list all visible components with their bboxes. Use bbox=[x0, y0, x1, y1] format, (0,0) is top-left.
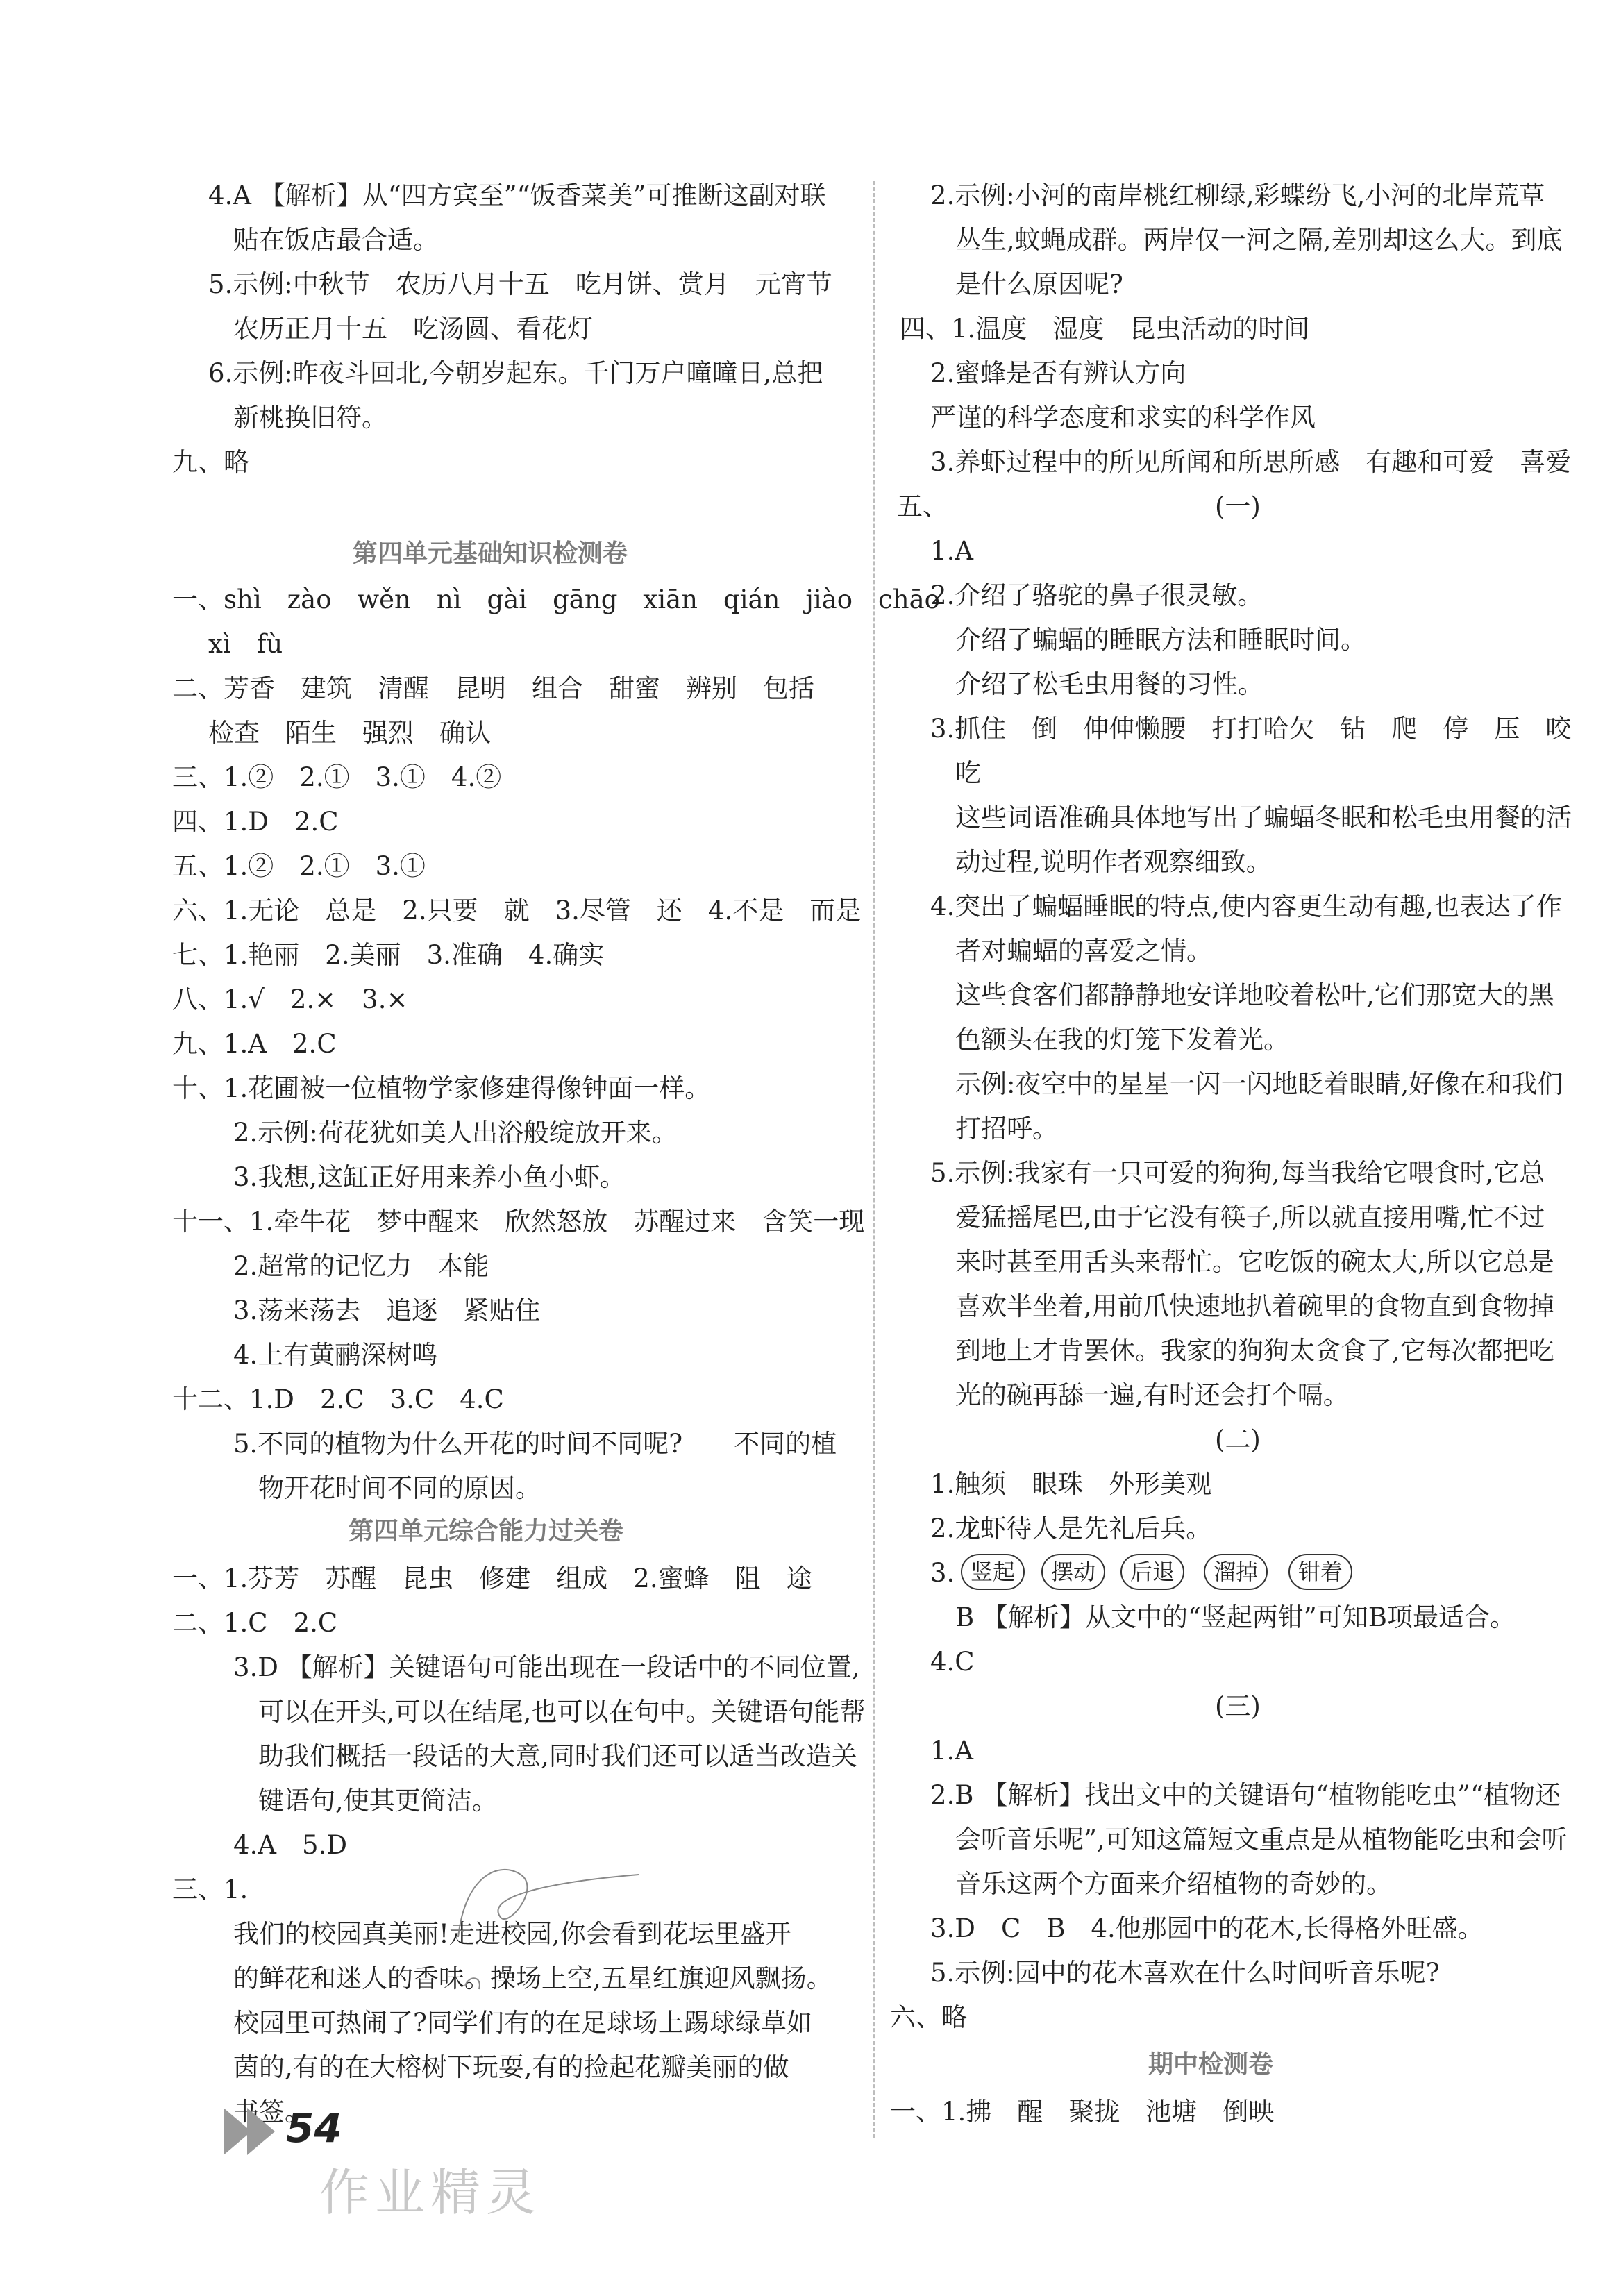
text-line: xì fù bbox=[208, 629, 283, 659]
section-title: 第四单元基础知识检测卷 bbox=[353, 539, 628, 568]
text-line: 2.介绍了骆驼的鼻子很灵敏。 bbox=[930, 580, 1263, 610]
text-line: 贴在饭店最合适。 bbox=[233, 225, 439, 255]
text-line: 2.蜜蜂是否有辨认方向 bbox=[930, 358, 1186, 388]
text-line: 1.触须 眼珠 外形美观 bbox=[930, 1469, 1212, 1499]
text-line: 五、1.② 2.① 3.① bbox=[172, 851, 426, 881]
text-line: 丛生,蚊蝇成群。两岸仅一河之隔,差别却这么大。到底 bbox=[955, 225, 1563, 255]
text-line: 我们的校园真美丽!走进校园,你会看到花坛里盛开 bbox=[233, 1919, 791, 1949]
text-line: 爱猛摇尾巴,由于它没有筷子,所以就直接用嘴,忙不过 bbox=[955, 1203, 1545, 1232]
text-line: 一、shì zào wěn nì gài gāng xiān qián jiào chāo bbox=[172, 585, 940, 614]
text-line: 喜欢半坐着,用前爪快速地扒着碗里的食物直到食物掉 bbox=[955, 1291, 1554, 1321]
section-title: 第四单元综合能力过关卷 bbox=[349, 1517, 624, 1545]
text-line: 七、1.艳丽 2.美丽 3.准确 4.确实 bbox=[172, 940, 605, 970]
text-line: 是什么原因呢? bbox=[955, 269, 1123, 299]
text-line: 这些词语准确具体地写出了蝙蝠冬眠和松毛虫用餐的活 bbox=[955, 803, 1572, 832]
circled-word: 竖起 bbox=[961, 1554, 1025, 1590]
text-line: 来时甚至用舌头来帮忙。它吃饭的碗太大,所以它总是 bbox=[955, 1247, 1554, 1277]
text-line: 5.示例:我家有一只可爱的狗狗,每当我给它喂食时,它总 bbox=[930, 1158, 1545, 1188]
text-line: 二、1.C 2.C bbox=[172, 1608, 338, 1638]
text-line: 打招呼。 bbox=[955, 1114, 1058, 1143]
text-line: 2.超常的记忆力 本能 bbox=[233, 1251, 489, 1281]
text-line: 九、1.A 2.C bbox=[172, 1029, 337, 1059]
text-line: B 【解析】从文中的“竖起两钳”可知B项最适合。 bbox=[955, 1602, 1516, 1632]
text-line: 3.荡来荡去 追逐 紧贴住 bbox=[233, 1296, 541, 1325]
text-line: 书签。 bbox=[233, 2097, 310, 2127]
text-line: 茵的,有的在大榕树下玩耍,有的捡起花瓣美丽的做 bbox=[233, 2052, 789, 2082]
circled-word: 溜掉 bbox=[1204, 1554, 1268, 1590]
text-line: 4.A 【解析】从“四方宾至”“饭香菜美”可推断这副对联 bbox=[208, 181, 826, 210]
text-line: 这些食客们都静静地安详地咬着松叶,它们那宽大的黑 bbox=[955, 980, 1554, 1010]
text-line: 可以在开头,可以在结尾,也可以在句中。关键语句能帮 bbox=[258, 1697, 866, 1727]
text-line: 1.A bbox=[930, 536, 974, 566]
text-line: 5.示例:园中的花木喜欢在什么时间听音乐呢? bbox=[930, 1958, 1440, 1988]
text-line: 3. bbox=[930, 1558, 955, 1588]
text-line: 示例:夜空中的星星一闪一闪地眨着眼睛,好像在和我们 bbox=[955, 1069, 1563, 1099]
text-line: 2.示例:荷花犹如美人出浴般绽放开来。 bbox=[233, 1118, 678, 1148]
text-line: 四、1.温度 湿度 昆虫活动的时间 bbox=[900, 314, 1310, 344]
column-divider bbox=[873, 181, 875, 2138]
text-line: 音乐这两个方面来介绍植物的奇妙的。 bbox=[955, 1869, 1392, 1899]
text-line: 新桃换旧符。 bbox=[233, 403, 387, 433]
text-line: 一、1.芬芳 苏醒 昆虫 修建 组成 2.蜜蜂 阻 途 bbox=[172, 1564, 812, 1593]
circled-word: 钳着 bbox=[1288, 1554, 1352, 1590]
text-line: 3.D 【解析】关键语句可能出现在一段话中的不同位置, bbox=[233, 1652, 860, 1682]
text-line: 1.A bbox=[930, 1736, 974, 1766]
text-line: 三、1.② 2.① 3.① 4.② bbox=[172, 762, 502, 792]
circled-word: 摆动 bbox=[1041, 1554, 1105, 1590]
text-line: 的鲜花和迷人的香味。操场上空,五星红旗迎风飘扬。 bbox=[233, 1963, 832, 1993]
subsection-label: (一) bbox=[1215, 492, 1261, 521]
text-line: 十一、1.牵牛花 梦中醒来 欣然怒放 苏醒过来 含笑一现 bbox=[172, 1207, 865, 1237]
text-line: 6.示例:昨夜斗回北,今朝岁起东。千门万户曈曈日,总把 bbox=[208, 358, 823, 388]
text-line: 九、略 bbox=[172, 447, 249, 477]
text-line: 色额头在我的灯笼下发着光。 bbox=[955, 1025, 1289, 1055]
text-line: 三、1. bbox=[172, 1875, 249, 1904]
text-line: 六、略 bbox=[890, 2002, 967, 2032]
circled-word: 后退 bbox=[1120, 1554, 1184, 1590]
text-line: 2.示例:小河的南岸桃红柳绿,彩蝶纷飞,小河的北岸荒草 bbox=[930, 181, 1545, 210]
text-line: 3.抓住 倒 伸伸懒腰 打打哈欠 钻 爬 停 压 咬 bbox=[930, 714, 1572, 744]
text-line: 光的碗再舔一遍,有时还会打个嗝。 bbox=[955, 1380, 1349, 1410]
text-line: 4.A 5.D bbox=[233, 1830, 347, 1860]
text-line: 3.养虾过程中的所见所闻和所思所感 有趣和可爱 喜爱 bbox=[930, 447, 1572, 477]
text-line: 介绍了蝙蝠的睡眠方法和睡眠时间。 bbox=[955, 625, 1366, 655]
watermark: 作业精灵 bbox=[319, 2163, 542, 2222]
text-line: 介绍了松毛虫用餐的习性。 bbox=[955, 669, 1263, 699]
text-line: 二、芳香 建筑 清醒 昆明 组合 甜蜜 辨别 包括 bbox=[172, 673, 814, 703]
text-line: 到地上才肯罢休。我家的狗狗太贪食了,它每次都把吃 bbox=[955, 1336, 1554, 1366]
text-line: 5.示例:中秋节 农历八月十五 吃月饼、赏月 元宵节 bbox=[208, 269, 832, 299]
text-line: 吃 bbox=[955, 758, 981, 788]
text-line: 十二、1.D 2.C 3.C 4.C bbox=[172, 1384, 504, 1414]
text-line: 会听音乐呢”,可知这篇短文重点是从植物能吃虫和会听 bbox=[955, 1825, 1568, 1854]
text-line: 4.突出了蝙蝠睡眠的特点,使内容更生动有趣,也表达了作 bbox=[930, 891, 1562, 921]
text-line: 者对蝙蝠的喜爱之情。 bbox=[955, 936, 1212, 966]
text-line: 2.B 【解析】找出文中的关键语句“植物能吃虫”“植物还 bbox=[930, 1780, 1561, 1810]
text-line: 4.C bbox=[930, 1647, 975, 1677]
text-line: 2.龙虾待人是先礼后兵。 bbox=[930, 1514, 1212, 1543]
subsection-label: (三) bbox=[1215, 1691, 1261, 1721]
text-line: 3.D C B 4.他那园中的花木,长得格外旺盛。 bbox=[930, 1913, 1484, 1943]
text-line: 五、 bbox=[897, 492, 948, 521]
subsection-label: (二) bbox=[1215, 1425, 1261, 1455]
text-line: 四、1.D 2.C bbox=[172, 807, 339, 837]
text-line: 3.我想,这缸正好用来养小鱼小虾。 bbox=[233, 1162, 626, 1192]
text-line: 物开花时间不同的原因。 bbox=[258, 1473, 541, 1503]
text-line: 严谨的科学态度和求实的科学作风 bbox=[930, 403, 1316, 433]
page-arrow-icon bbox=[247, 2108, 275, 2155]
text-line: 一、1.拂 醒 聚拢 池塘 倒映 bbox=[890, 2097, 1275, 2127]
text-line: 检查 陌生 强烈 确认 bbox=[208, 718, 491, 748]
section-title: 期中检测卷 bbox=[1148, 2050, 1274, 2079]
text-line: 校园里可热闹了?同学们有的在足球场上踢球绿草如 bbox=[233, 2008, 812, 2038]
text-line: 八、1.√ 2.× 3.× bbox=[172, 984, 408, 1014]
text-line: 5.不同的植物为什么开花的时间不同呢? 不同的植 bbox=[233, 1429, 837, 1459]
text-line: 农历正月十五 吃汤圆、看花灯 bbox=[233, 314, 593, 344]
text-line: 六、1.无论 总是 2.只要 就 3.尽管 还 4.不是 而是 bbox=[172, 896, 862, 925]
text-line: 4.上有黄鹂深树鸣 bbox=[233, 1340, 438, 1370]
handwritten-mark bbox=[444, 1833, 653, 2000]
text-line: 十、1.花圃被一位植物学家修建得像钟面一样。 bbox=[172, 1073, 711, 1103]
text-line: 助我们概括一段话的大意,同时我们还可以适当改造关 bbox=[258, 1741, 857, 1771]
text-line: 键语句,使其更简洁。 bbox=[258, 1786, 498, 1816]
page-number: 54 bbox=[286, 2104, 342, 2152]
text-line: 动过程,说明作者观察细致。 bbox=[955, 847, 1272, 877]
